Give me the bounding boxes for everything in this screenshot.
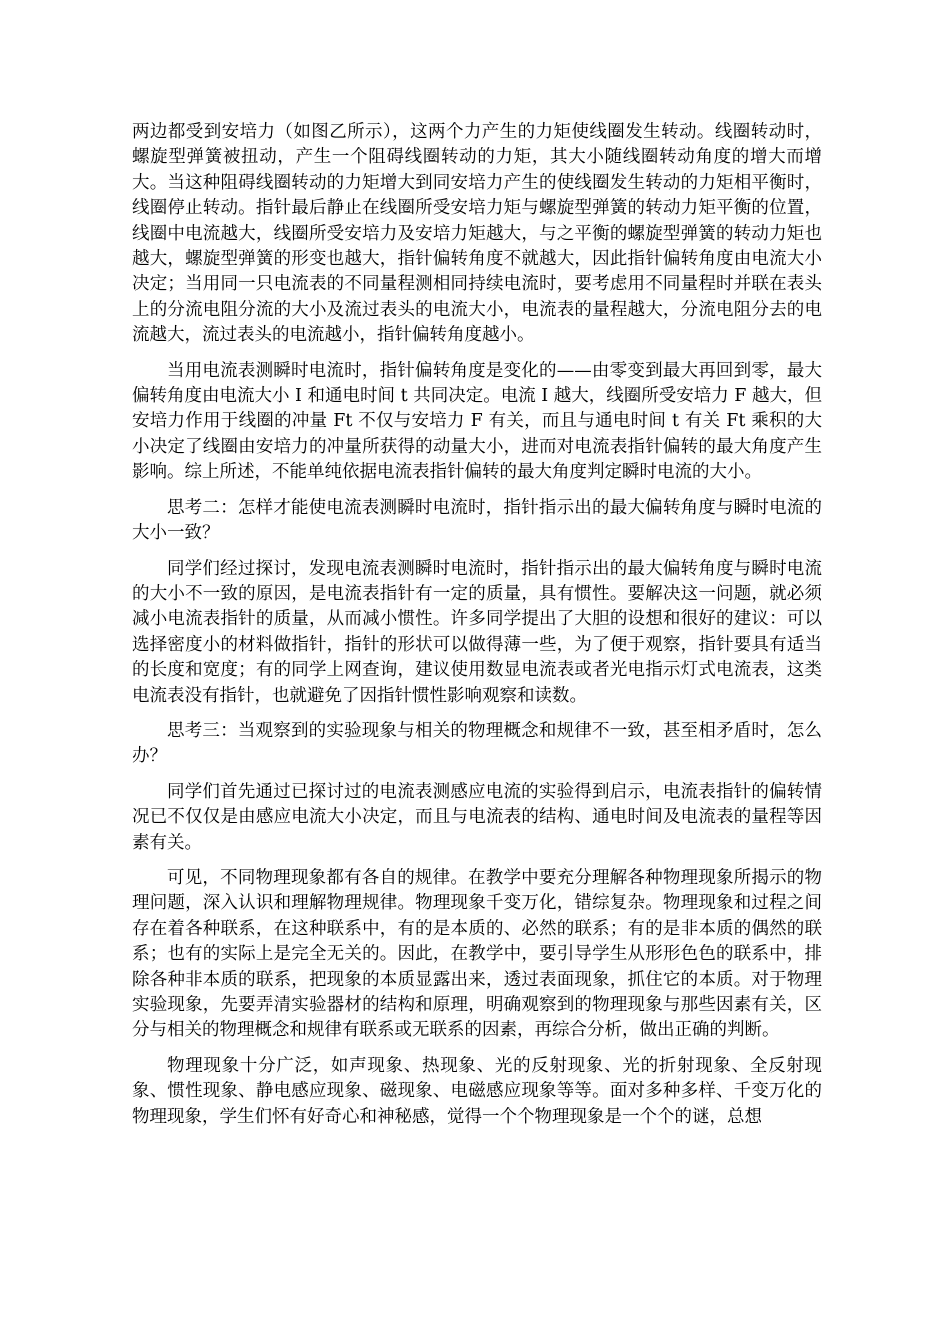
paragraph-instantaneous-current: 当用电流表测瞬时电流时，指针偏转角度是变化的——由零变到最大再回到零，最大偏转角度由电流大小 I 和通电时间 t 共同决定。电流 I 越大，线圈所受安培力 F 越大，但安培力作用于线圈的冲量 Ft 不仅与安培力 F 有关，而且与通电时间 t 有关 Ft 乘积的大小决定了线圈由安培力的冲量所获得的动量大小，进而对电流表指针偏转的最大角度产生影响。综上所述，不能单纯依据电流表指针偏转的最大角度判定瞬时电流的大小。 — [132, 360, 822, 483]
paragraph-question-two: 思考二：怎样才能使电流表测瞬时电流时，指针指示出的最大偏转角度与瞬时电流的大小一致？ — [132, 497, 822, 544]
paragraph-continuation: 两边都受到安培力（如图乙所示），这两个力产生的力矩使线圈发生转动。线圈转动时，螺旋型弹簧被扭动，产生一个阻碍线圈转动的力矩，其大小随线圈转动角度的增大而增大。当这种阻碍线圈转动的力矩增大到同安培力产生的使线圈发生转动的力矩相平衡时，线圈停止转动。指针最后静止在线圈所受安培力矩与螺旋型弹簧的转动力矩平衡的位置，线圈中电流越大，线圈所受安培力及安培力矩越大，与之平衡的螺旋型弹簧的转动力矩也越大，螺旋型弹簧的形变也越大，指针偏转角度不就越大，因此指针偏转角度由电流大小决定；当用同一只电流表的不同量程测相同持续电流时，要考虑用不同量程时并联在表头上的分流电阻分流的大小及流过表头的电流大小，电流表的量程越大，分流电阻分去的电流越大，流过表头的电流越小，指针偏转角度越小。 — [132, 122, 822, 346]
paragraph-physical-phenomena: 物理现象十分广泛，如声现象、热现象、光的反射现象、光的折射现象、全反射现象、惯性现象、静电感应现象、磁现象、电磁感应现象等等。面对多种多样、千变万化的物理现象，学生们怀有好奇心和神秘感，觉得一个个物理现象是一个个的谜，总想 — [132, 1055, 822, 1127]
document-body — [132, 120, 822, 1140]
paragraph-conclusion: 可见，不同物理现象都有各自的规律。在教学中要充分理解各种物理现象所揭示的物理问题，深入认识和理解物理规律。物理现象千变万化，错综复杂。物理现象和过程之间存在着各种联系，在这种联系中，有的是本质的、必然的联系；有的是非本质的偶然的联系；也有的实际上是完全无关的。因此，在教学中，要引导学生从形形色色的联系中，排除各种非本质的联系，把现象的本质显露出来，透过表面现象，抓住它的本质。对于物理实验现象，先要弄清实验器材的结构和原理，明确观察到的物理现象与那些因素有关，区分与相关的物理概念和规律有联系或无联系的因素，再综合分析，做出正确的判断。 — [132, 867, 822, 1041]
paragraph-answer-three: 同学们首先通过已探讨过的电流表测感应电流的实验得到启示，电流表指针的偏转情况已不仅仅是由感应电流大小决定，而且与电流表的结构、通电时间及电流表的量程等因素有关。 — [132, 781, 822, 853]
paragraph-question-three: 思考三：当观察到的实验现象与相关的物理概念和规律不一致，甚至相矛盾时，怎么办？ — [132, 720, 822, 767]
paragraph-answer-two: 同学们经过探讨，发现电流表测瞬时电流时，指针指示出的最大偏转角度与瞬时电流的大小不一致的原因，是电流表指针有一定的质量，具有惯性。要解决这一问题，就必须减小电流表指针的质量，从而减小惯性。许多同学提出了大胆的设想和很好的建议：可以选择密度小的材料做指针，指针的形状可以做得薄一些，为了便于观察，指针要具有适当的长度和宽度；有的同学上网查询，建议使用数显电流表或者光电指示灯式电流表，这类电流表没有指针，也就避免了因指针惯性影响观察和读数。 — [132, 558, 822, 706]
